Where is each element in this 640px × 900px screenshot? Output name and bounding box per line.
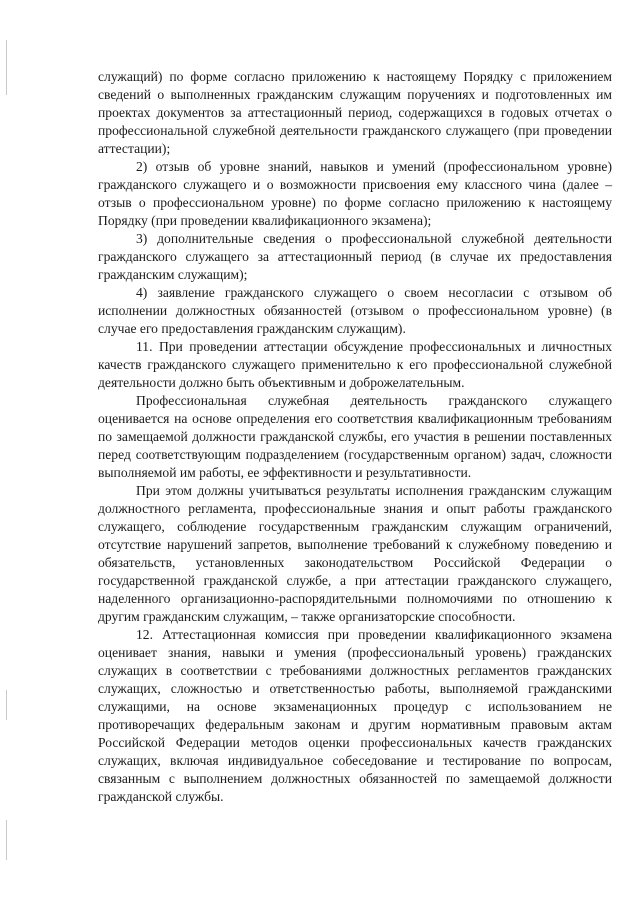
paragraph-7: При этом должны учитываться результаты исполнения гражданским служащим должностного регламента, профессиональные знания и опыт работы гражданского служащего, соблюдение государственным гражданским служащим ограничений, отсутствие нарушений запретов, выполнение требований к служебному поведению и обязательств, установленных законодательством Российской Федерации о государственной гражданской службе, а при аттестации гражданского служащего, наделенного организационно-распорядительными полномочиями по отношению к другим гражданским служащим, – также организаторские способности. <box>98 483 612 624</box>
paragraph-6: Профессиональная служебная деятельность гражданского служащего оценивается на основе определения его соответствия квалификационным требованиям по замещаемой должности гражданской службы, его участия в решении поставленных перед соответствующим подразделением (государственным органом) задач, сложности выполняемой им работы, ее эффективности и результативности. <box>98 393 612 480</box>
scan-edge-mark <box>6 690 7 720</box>
paragraph-2: 2) отзыв об уровне знаний, навыков и умений (профессиональном уровне) гражданского служащего и о возможности присвоения ему классного чина (далее – отзыв о профессиональном уровне) по форме согласно приложению к настоящему Порядку (при проведении квалификационного экзамена); <box>98 159 612 228</box>
paragraph-4: 4) заявление гражданского служащего о своем несогласии с отзывом об исполнении должностных обязанностей (отзывом о профессиональном уровне) (в случае его предоставления гражданским служащим). <box>98 285 612 336</box>
document-body <box>98 68 612 806</box>
paragraph-1: служащий) по форме согласно приложению к настоящему Порядку с приложением сведений о выполненных гражданским служащим поручениях и подготовленных им проектах документов за аттестационный период, содержащихся в годовых отчетах о профессиональной служебной деятельности гражданского служащего (при проведении аттестации); <box>98 69 612 156</box>
paragraph-3: 3) дополнительные сведения о профессиональной служебной деятельности гражданского служащего за аттестационный период (в случае их предоставления гражданским служащим); <box>98 231 612 282</box>
scan-edge-mark <box>6 40 7 95</box>
paragraph-8: 12. Аттестационная комиссия при проведении квалификационного экзамена оценивает знания, навыки и умения (профессиональный уровень) гражданских служащих в соответствии с требованиями должностных регламентов гражданских служащих, сложностью и ответственностью работы, выполняемой гражданскими служащими, на основе экзаменационных процедур с использованием не противоречащих федеральным законам и другим нормативным правовым актам Российской Федерации методов оценки профессиональных качеств гражданских служащих, включая индивидуальное собеседование и тестирование по вопросам, связанным с выполнением должностных обязанностей по замещаемой должности гражданской службы. <box>98 627 612 804</box>
paragraph-5: 11. При проведении аттестации обсуждение профессиональных и личностных качеств гражданского служащего применительно к его профессиональной служебной деятельности должно быть объективным и доброжелательным. <box>98 339 612 390</box>
scan-edge-mark <box>6 820 7 860</box>
